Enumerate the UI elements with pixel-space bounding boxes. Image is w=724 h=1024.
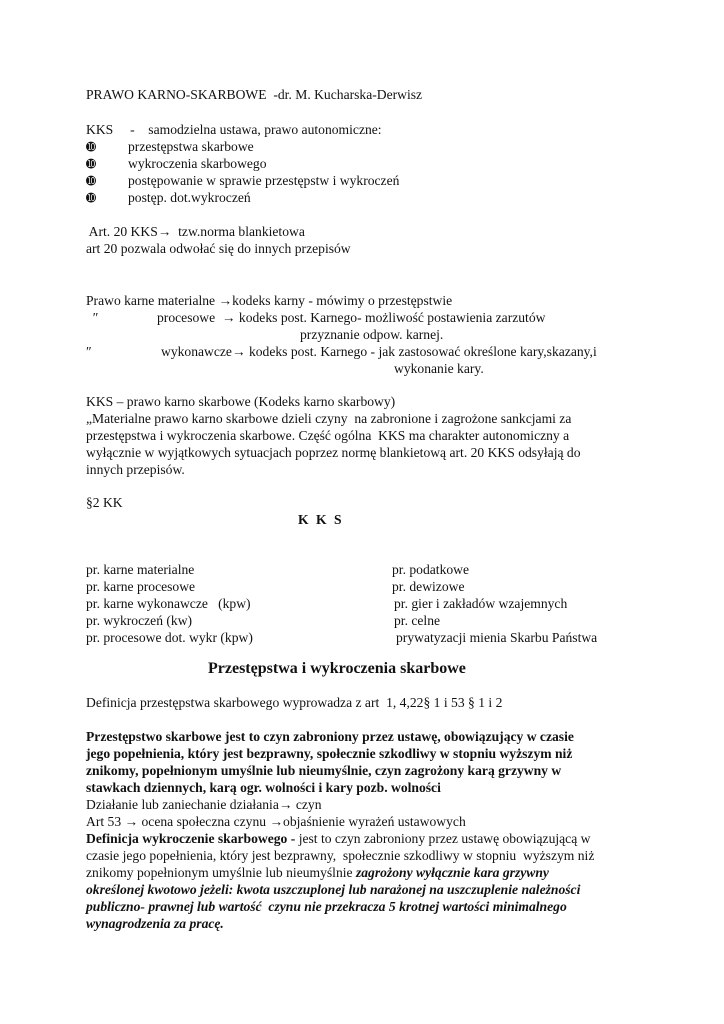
- procesowe-cont: przyznanie odpow. karnej.: [300, 327, 444, 342]
- bold-definition-line: stawkach dziennych, karą ogr. wolności i kary pozb. wolności: [86, 780, 441, 795]
- bullet-item: [86, 172, 399, 190]
- dzialanie-line: Działanie lub zaniechanie działania→ czyn: [86, 797, 322, 812]
- wykroczenie-emphasis: zagrożony wyłącznie kara grzywny: [355, 865, 549, 880]
- wykonawcze-cont: wykonanie kary.: [394, 361, 484, 376]
- kks-definition: KKS – prawo karno skarbowe (Kodeks karno skarbowy): [86, 394, 396, 409]
- right-col-item: pr. dewizowe: [392, 579, 465, 594]
- wykroczenie-label: Definicja wykroczenie skarbowego -: [86, 831, 299, 846]
- left-col-item: pr. wykroczeń (kw): [86, 613, 193, 628]
- bullet-icon: ➓: [86, 191, 97, 205]
- bullet-text: przestępstwa skarbowe: [128, 139, 254, 154]
- bullet-item: [86, 138, 254, 156]
- art53-line: Art 53 → ocena społeczna czynu →objaśnienie wyrażeń ustawowych: [86, 814, 466, 829]
- bullet-item: [86, 189, 251, 207]
- bullet-icon: ➓: [86, 140, 97, 154]
- right-col-item: prywatyzacji mienia Skarbu Państwa: [396, 630, 598, 645]
- bullet-icon: ➓: [86, 157, 97, 171]
- ditto-mark: ″: [86, 344, 92, 359]
- bullet-text: wykroczenia skarbowego: [128, 156, 267, 171]
- right-col-item: pr. podatkowe: [392, 562, 470, 577]
- bold-definition-line: Przestępstwo skarbowe jest to czyn zabroniony przez ustawę, obowiązujący w czasie: [86, 729, 574, 744]
- quote-line: „Materialne prawo karno skarbowe dzieli czyny na zabronione i zagrożone sankcjami za: [86, 411, 572, 426]
- bold-definition-line: jego popełnienia, który jest bezprawny, społecznie szkodliwy w stopniu wyższym niż: [86, 746, 573, 761]
- art20-note: art 20 pozwala odwołać się do innych przepisów: [86, 241, 351, 256]
- wykroczenie-emphasis-line: wynagrodzenia za pracę.: [86, 916, 224, 931]
- quote-line: wyłącznie w wyjątkowych sytuacjach poprzez normę blankietową art. 20 KKS odsyłają do: [86, 445, 581, 460]
- bullet-icon: ➓: [86, 174, 97, 188]
- kks-center-heading: K K S: [298, 512, 344, 527]
- bold-definition-line: znikomy, popełnionym umyślnie lub nieumyślnie, czyn zagrożony karą grzywny w: [86, 763, 562, 778]
- right-col-item: pr. gier i zakładów wzajemnych: [394, 596, 568, 611]
- quote-line: innych przepisów.: [86, 462, 185, 477]
- kks-intro: KKS - samodzielna ustawa, prawo autonomiczne:: [86, 122, 382, 137]
- bullet-item: [86, 155, 267, 173]
- wykonawcze-line: wykonawcze→ kodeks post. Karnego - jak zastosować określone kary,skazany,i: [161, 344, 597, 359]
- left-col-item: pr. karne wykonawcze (kpw): [86, 596, 251, 611]
- wykroczenie-emphasis-line: publiczno- prawnej lub wartość czynu nie przekracza 5 krotnej wartości minimalnego: [86, 899, 567, 914]
- wykroczenie-emphasis-line: określonej kwotowo jeżeli: kwota uszczuplonej lub narażonej na uszczuplenie należności: [86, 882, 581, 897]
- right-col-item: pr. celne: [394, 613, 441, 628]
- wykroczenie-line: czasie jego popełnienia, który jest bezprawny, społecznie szkodliwy w stopniu wyższym niż: [86, 848, 595, 863]
- wykroczenie-text: znikomy popełnionym umyślnie lub nieumyślnie: [86, 865, 356, 880]
- quote-line: przestępstwa i wykroczenia skarbowe. Część ogólna KKS ma charakter autonomiczny a: [86, 428, 570, 443]
- left-col-item: pr. karne procesowe: [86, 579, 196, 594]
- bullet-text: postęp. dot.wykroczeń: [128, 190, 251, 205]
- left-col-item: pr. karne materialne: [86, 562, 195, 577]
- left-col-item: pr. procesowe dot. wykr (kpw): [86, 630, 253, 645]
- prawo-material-line: Prawo karne materialne →kodeks karny - mówimy o przestępstwie: [86, 293, 453, 308]
- wykroczenie-line: [86, 864, 549, 881]
- wykroczenie-text: jest to czyn zabroniony przez ustawę obowiązującą w: [298, 831, 591, 846]
- document-title: PRAWO KARNO-SKARBOWE -dr. M. Kucharska-Derwisz: [86, 87, 423, 102]
- art20-line: Art. 20 KKS→ tzw.norma blankietowa: [86, 224, 305, 239]
- paragraph-2-kk: §2 KK: [86, 495, 123, 510]
- wykroczenie-definition-line: [86, 830, 590, 847]
- definition-intro: Definicja przestępstwa skarbowego wyprowadza z art 1, 4,22§ 1 i 53 § 1 i 2: [86, 695, 503, 710]
- bullet-text: postępowanie w sprawie przestępstw i wykroczeń: [128, 173, 400, 188]
- procesowe-line: procesowe → kodeks post. Karnego- możliwość postawienia zarzutów: [157, 310, 546, 325]
- section-heading: Przestępstwa i wykroczenia skarbowe: [208, 660, 466, 677]
- ditto-mark: ″: [86, 310, 99, 325]
